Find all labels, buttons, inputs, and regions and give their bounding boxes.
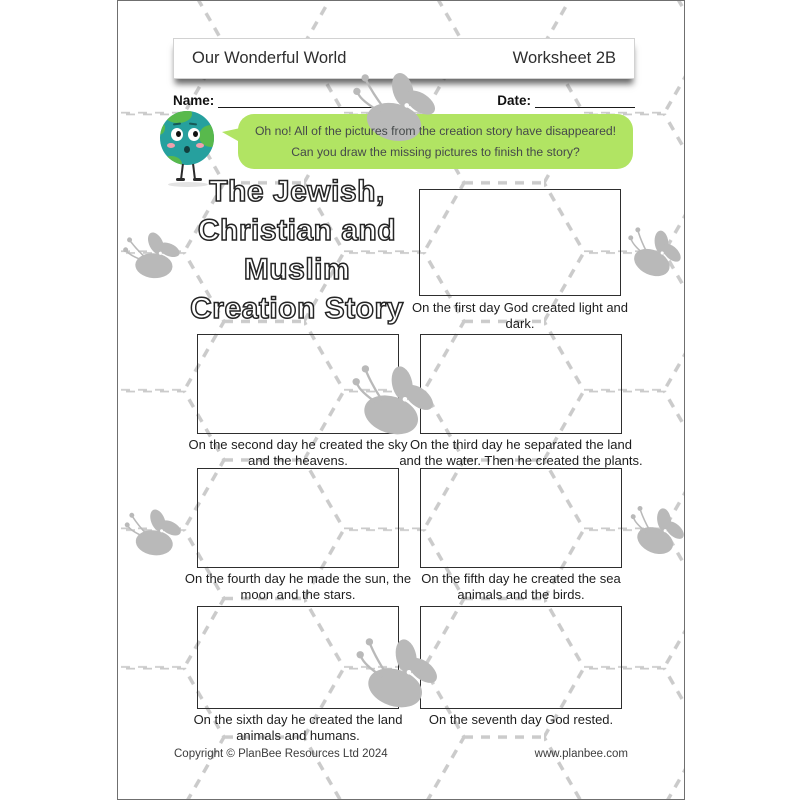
bee-icon	[118, 498, 190, 570]
speech-line-2: Can you draw the missing pictures to finish the story?	[291, 144, 580, 159]
title-line: The Jewish,	[209, 175, 385, 208]
bee-icon	[620, 220, 688, 288]
earth-eye-left	[171, 128, 183, 141]
earth-land	[160, 156, 182, 165]
title-line: Christian and	[197, 214, 397, 247]
bee-icon	[347, 356, 439, 448]
name-label: Name:	[173, 93, 215, 108]
speech-bubble-text	[238, 114, 633, 169]
earth-land	[160, 121, 165, 135]
panel-caption-day7: On the seventh day God rested.	[428, 712, 614, 727]
earth-foot	[193, 178, 202, 181]
title-line: Muslim	[243, 253, 351, 286]
worksheet-page	[117, 0, 685, 800]
drawing-box-day3	[420, 334, 622, 434]
title-line: Creation Story	[190, 292, 404, 325]
drawing-box-day7	[420, 606, 622, 709]
earth-blush	[196, 143, 204, 148]
copyright-text: Copyright © PlanBee Resources Ltd 2024	[174, 748, 388, 760]
panel-caption-day4: On the fourth day he made the sun, the moon and the stars.	[184, 571, 412, 602]
panel-caption-day6: On the sixth day he created the land animals and humans.	[193, 712, 403, 743]
earth-blush	[167, 143, 175, 148]
earth-eye-right	[188, 128, 200, 141]
earth-eyebrow	[189, 122, 197, 125]
date-label: Date:	[497, 93, 531, 108]
panel-caption-day3: On the third day he separated the land and the water. Then he created the plants.	[399, 437, 643, 468]
earth-land	[164, 111, 192, 123]
earth-eyebrow	[173, 122, 181, 125]
website-link[interactable]: www.planbee.com	[534, 748, 628, 760]
bee-icon	[624, 499, 690, 565]
earth-foot	[176, 178, 185, 181]
earth-leg	[180, 164, 184, 179]
earth-character-icon	[160, 111, 216, 187]
panel-caption-day2: On the second day he created the sky and the heavens.	[188, 437, 408, 468]
drawing-box-day5	[420, 468, 622, 568]
earth-leg	[192, 164, 196, 179]
worksheet-number: Worksheet 2B	[512, 49, 616, 67]
drawing-box-day4	[197, 468, 399, 568]
panel-caption-day1: On the first day God created light and dark.	[411, 300, 629, 331]
earth-mouth	[184, 146, 190, 153]
date-blank-line	[535, 94, 635, 108]
panel-caption-day5: On the fifth day he created the sea animals and the birds.	[421, 571, 621, 602]
speech-line-1: Oh no! All of the pictures from the creation story have disappeared!	[254, 124, 617, 139]
earth-globe	[160, 111, 214, 165]
earth-shadow	[168, 182, 208, 187]
bee-icon	[351, 629, 443, 721]
course-title: Our Wonderful World	[192, 49, 347, 67]
